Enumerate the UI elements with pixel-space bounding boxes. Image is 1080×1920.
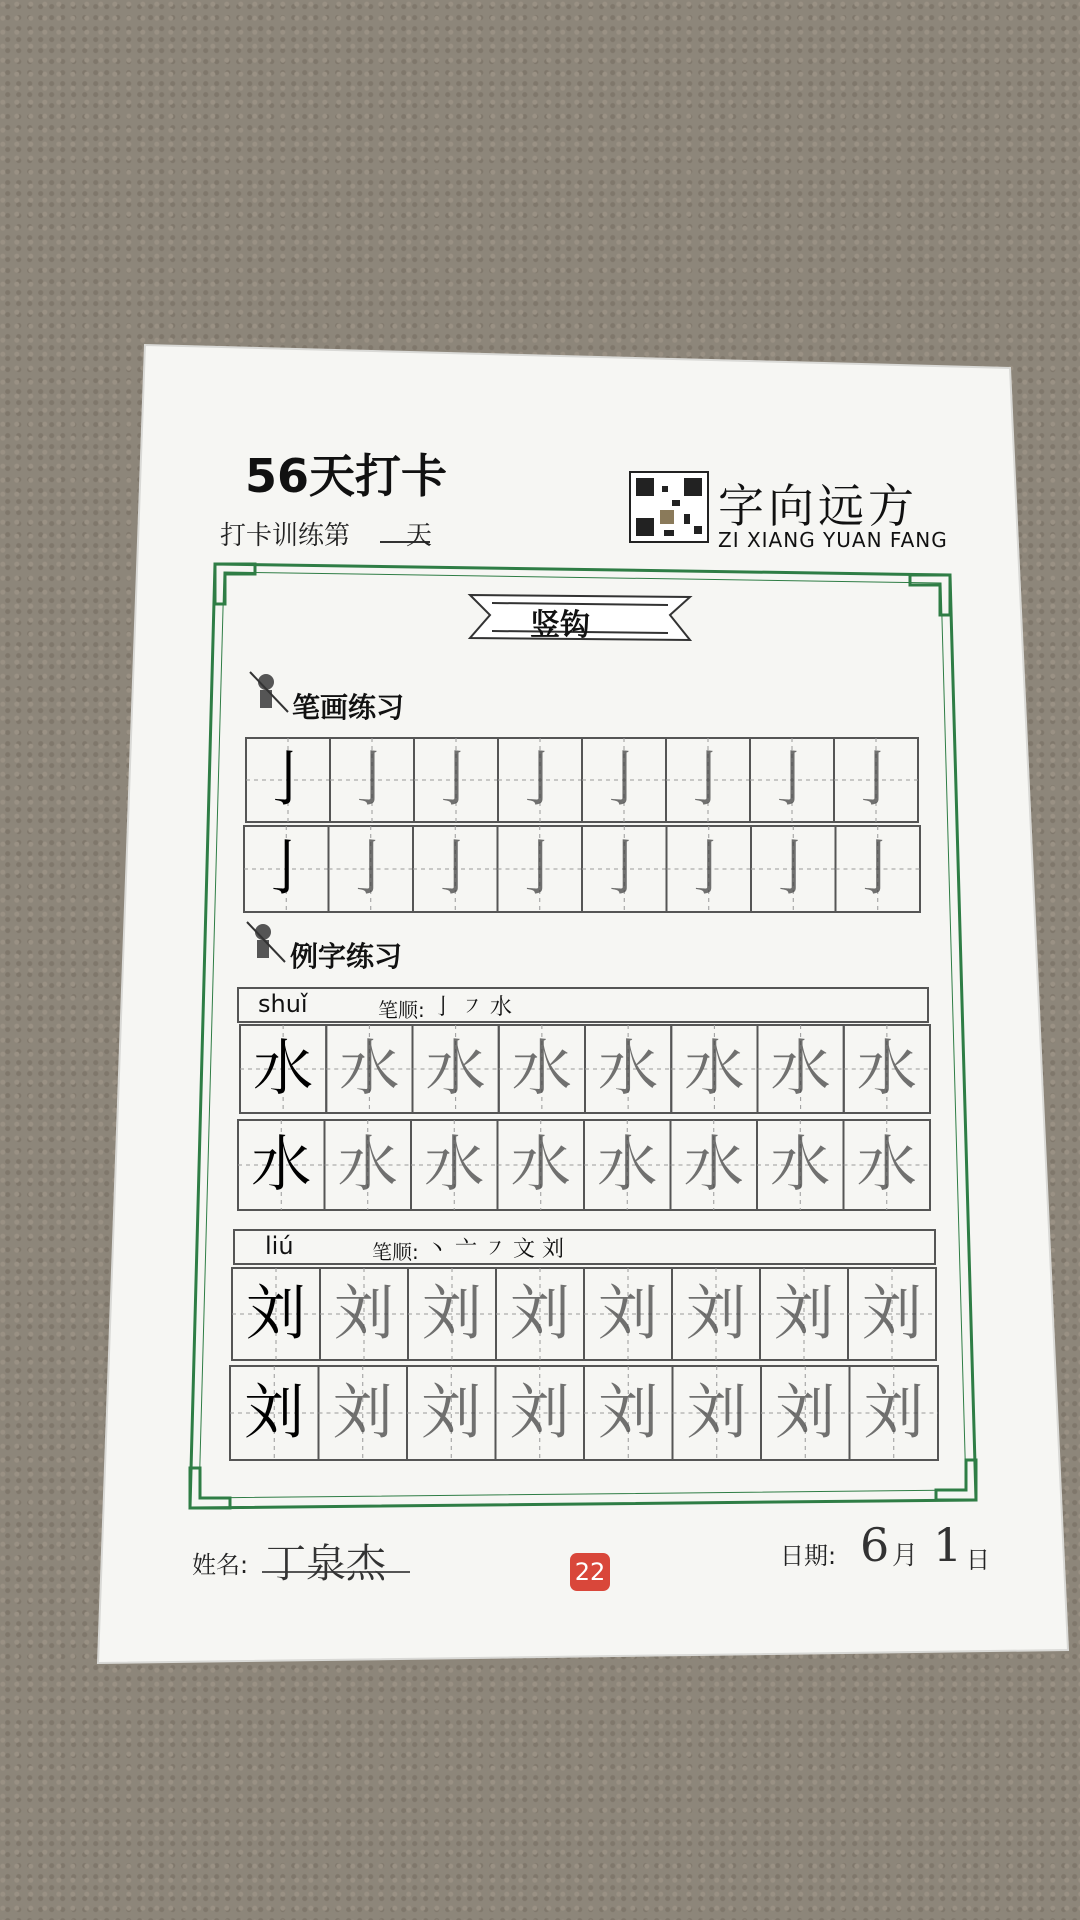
traced-character: 亅 bbox=[340, 834, 401, 904]
traced-character: 刘 bbox=[334, 1279, 394, 1349]
traced-character: 刘 bbox=[598, 1378, 659, 1448]
subtitle-prefix: 打卡训练第 bbox=[220, 521, 351, 551]
traced-character: 刘 bbox=[686, 1378, 747, 1448]
traced-character: 刘 bbox=[775, 1378, 836, 1448]
stroke-practice-heading: 笔画练习 bbox=[292, 691, 405, 724]
traced-character: 亅 bbox=[425, 834, 486, 904]
traced-character: 刘 bbox=[862, 1279, 922, 1349]
traced-character: 水 bbox=[770, 1034, 831, 1104]
name-label: 姓名: bbox=[192, 1551, 249, 1579]
traced-character: 刘 bbox=[774, 1279, 834, 1349]
qr-code-icon bbox=[630, 472, 708, 542]
traced-character: 水 bbox=[856, 1034, 917, 1104]
traced-character: 刘 bbox=[863, 1378, 924, 1448]
traced-character: 水 bbox=[337, 1130, 398, 1200]
traced-character: 亅 bbox=[426, 745, 486, 815]
day-value: 1 bbox=[933, 1518, 963, 1572]
traced-character: 水 bbox=[339, 1034, 400, 1104]
model-character: 水 bbox=[253, 1034, 314, 1104]
model-character: 亅 bbox=[256, 834, 317, 904]
traced-character: 亅 bbox=[762, 745, 822, 815]
stroke-order-label: 笔顺: bbox=[372, 1240, 419, 1264]
model-character: 刘 bbox=[244, 1378, 305, 1448]
traced-character: 水 bbox=[770, 1130, 831, 1200]
stroke-order-shui: 亅 ㇇ 水 bbox=[432, 995, 512, 1020]
traced-character: 亅 bbox=[342, 745, 402, 815]
traced-character: 水 bbox=[598, 1034, 659, 1104]
traced-character: 亅 bbox=[510, 745, 570, 815]
model-character: 亅 bbox=[258, 745, 318, 815]
traced-character: 刘 bbox=[598, 1279, 658, 1349]
traced-character: 刘 bbox=[686, 1279, 746, 1349]
traced-character: 亅 bbox=[678, 834, 739, 904]
stroke-order-liu: 丶 亠 ㇇ 文 刘 bbox=[426, 1237, 564, 1262]
traced-character: 水 bbox=[424, 1130, 485, 1200]
month-label: 月 bbox=[892, 1541, 919, 1571]
page-title: 56天打卡 bbox=[245, 449, 448, 503]
traced-character: 刘 bbox=[509, 1378, 570, 1448]
traced-character: 水 bbox=[510, 1130, 571, 1200]
traced-character: 水 bbox=[425, 1034, 486, 1104]
model-character: 水 bbox=[251, 1130, 312, 1200]
name-value: 丁泉杰 bbox=[266, 1541, 386, 1587]
traced-character: 亅 bbox=[678, 745, 738, 815]
traced-character: 水 bbox=[856, 1130, 917, 1200]
traced-character: 水 bbox=[597, 1130, 658, 1200]
brand-logo-en: ZI XIANG YUAN FANG bbox=[718, 528, 948, 552]
traced-character: 亅 bbox=[846, 745, 906, 815]
brand-logo-cn: 字向远方 bbox=[718, 479, 918, 533]
model-character: 刘 bbox=[246, 1279, 306, 1349]
traced-character: 刘 bbox=[421, 1378, 482, 1448]
traced-character: 水 bbox=[511, 1034, 572, 1104]
subtitle-suffix: 天 bbox=[406, 521, 433, 551]
traced-character: 亅 bbox=[594, 745, 654, 815]
pinyin-shui: shuǐ bbox=[258, 990, 308, 1018]
traced-character: 刘 bbox=[510, 1279, 570, 1349]
example-practice-heading: 例字练习 bbox=[290, 940, 403, 973]
traced-character: 刘 bbox=[422, 1279, 482, 1349]
date-label: 日期: bbox=[780, 1542, 837, 1570]
traced-character: 亅 bbox=[763, 834, 824, 904]
pinyin-liu: liú bbox=[265, 1232, 294, 1260]
traced-character: 水 bbox=[683, 1130, 744, 1200]
page-number-badge: 22 bbox=[570, 1553, 610, 1591]
traced-character: 亅 bbox=[847, 834, 908, 904]
day-label: 日 bbox=[966, 1546, 990, 1574]
traced-character: 亅 bbox=[594, 834, 655, 904]
subtitle bbox=[220, 515, 432, 552]
traced-character: 水 bbox=[684, 1034, 745, 1104]
traced-character: 刘 bbox=[332, 1378, 393, 1448]
lesson-title: 竖钩 bbox=[530, 608, 590, 643]
month-value: 6 bbox=[860, 1518, 890, 1572]
stroke-order-label: 笔顺: bbox=[378, 998, 425, 1022]
traced-character: 亅 bbox=[509, 834, 570, 904]
